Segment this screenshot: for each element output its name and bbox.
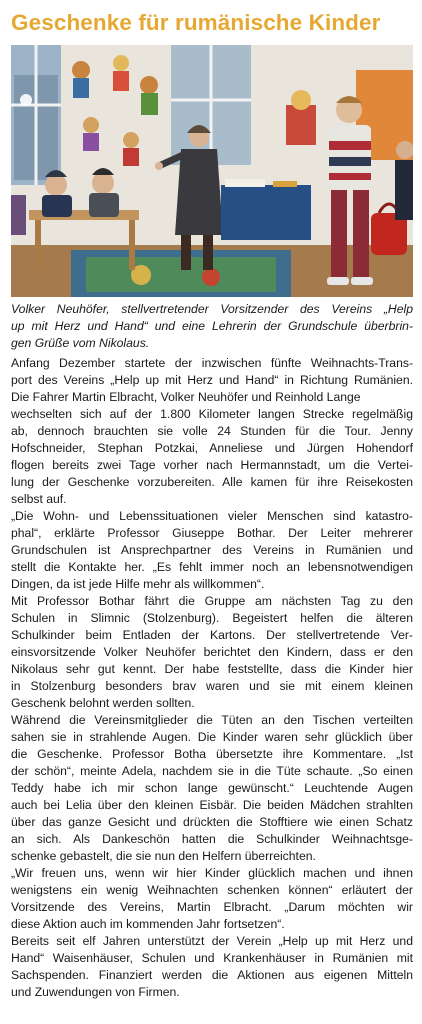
- body-line: Mit Professor Bothar fährt die Gruppe am nächsten Tag zu den: [11, 594, 413, 608]
- body-line: stellt die Kontakte her. „Es fehlt immer noch an lebensnotwendigen: [11, 560, 413, 574]
- body-line: sahen sie in strahlende Augen. Die Kinder waren sehr glücklich über: [11, 730, 413, 744]
- body-line: Hand“ Waisenhäuser, Schulen und Krankenhäuser in Rumänien mit: [11, 951, 413, 965]
- body-line: Bereits seit elf Jahren unterstützt der Verein „Help up mit Herz und: [11, 934, 413, 948]
- body-line: Schulen in Slimnic (Stolzenburg). Begeistert helfen die älteren: [11, 611, 413, 625]
- body-line: Dingen, da ist jede Hilfe mehr als willkommen“.: [11, 577, 265, 591]
- caption-line: up mit Herz und Hand“ und eine Lehrerin der Grundschule überbrin-: [11, 319, 413, 333]
- body-line: Anfang Dezember startete der inzwischen fünfte Weihnachts-Trans-: [11, 356, 413, 370]
- photo-caption: [11, 301, 413, 352]
- body-line: wechselten sich auf der 1.800 Kilometer langen Strecke regelmäßig: [11, 407, 413, 421]
- article-photo: [11, 45, 413, 297]
- body-line: Geschenk belohnt werden sollten.: [11, 696, 195, 710]
- body-line: die Geschenke. Professor Botha übersetzte ihre Kommentare. „Ist: [11, 747, 413, 761]
- body-line: wenigstens ein wenig Weihnachten schenken können“ erläutert der: [11, 883, 413, 897]
- body-line: Teddy habe ich mir schon lange gewünscht.“ Leuchtende Augen: [11, 781, 413, 795]
- body-line: Während die Vereinsmitglieder die Tüten an den Tischen verteilten: [11, 713, 413, 727]
- body-line: diese Aktion auch im kommenden Jahr fortsetzen“.: [11, 917, 285, 931]
- body-line: Schulkinder beim Entladen der Kartons. Der stellvertretende Ver-: [11, 628, 413, 642]
- classroom-photo: [11, 45, 413, 297]
- headline: Geschenke für rumänische Kinder: [11, 10, 381, 35]
- body-line: einsvorsitzende Volker Neuhöfer berichtet den Kindern, dass er den: [11, 645, 413, 659]
- body-line: Vorsitzende des Vereins, Martin Elbracht. „Darum möchten wir: [11, 900, 413, 914]
- caption-line: Volker Neuhöfer, stellvertretender Vorsitzender des Vereins „Help: [11, 302, 413, 316]
- body-line: Sachspenden. Finanziert werden die Aktionen aus eigenen Mitteln: [11, 968, 413, 982]
- body-line: auch bei Lelia über den kleinen Eisbär. Die beiden Mädchen strahlten: [11, 798, 413, 812]
- body-line: Die Fahrer Martin Elbracht, Volker Neuhöfer und Reinhold Lange: [11, 390, 361, 404]
- body-line: über das ganze Gesicht und drückten die Stofftiere wie einen Schatz: [11, 815, 413, 829]
- body-line: „Die Wohn- und Lebenssituationen vieler Menschen sind katastro-: [11, 509, 413, 523]
- body-line: lung der Geschenke vorzubereiten. Alle kamen für ihre Reisekosten: [11, 475, 413, 489]
- body-line: in Stolzenburg besonders brav waren und sie mit einem kleinen: [11, 679, 413, 693]
- caption-line: gen Grüße vom Nikolaus.: [11, 336, 150, 350]
- body-line: und Zuwendungen von Firmen.: [11, 985, 180, 999]
- body-line: Grundschulen ist Ansprechpartner des Vereins in Rumänien und: [11, 543, 413, 557]
- body-line: flogen bereits zwei Tage vorher nach Hermannstadt, um die Vertei-: [11, 458, 413, 472]
- article-body: [11, 355, 413, 1001]
- body-line: der schön“, meinte Adela, nachdem sie in die Tüte schaute. „So einen: [11, 764, 413, 778]
- body-line: Nikolaus sehr gut kennt. Der habe feststellte, dass die Kinder hier: [11, 662, 413, 676]
- body-line: ab, dennoch brauchten sie volle 24 Stunden für die Tour. Jenny: [11, 424, 413, 438]
- body-line: port des Vereins „Help up mit Herz und Hand“ in Richtung Rumänien.: [11, 373, 413, 387]
- body-line: phal“, erklärte Professor Giuseppe Bothar. Der Leiter mehrerer: [11, 526, 413, 540]
- body-line: Hofschneider, Stephan Potzkai, Anneliese und Jürgen Hohendorf: [11, 441, 413, 455]
- body-line: selbst auf.: [11, 492, 67, 506]
- body-line: „Wir freuen uns, wenn wir hier Kinder glücklich machen und ihnen: [11, 866, 413, 880]
- body-line: schenke gebastelt, die sie nun den Helfern überreichten.: [11, 849, 316, 863]
- body-line: an sich. Als Dankeschön hatten die Schulkinder Weihnachtsge-: [11, 832, 413, 846]
